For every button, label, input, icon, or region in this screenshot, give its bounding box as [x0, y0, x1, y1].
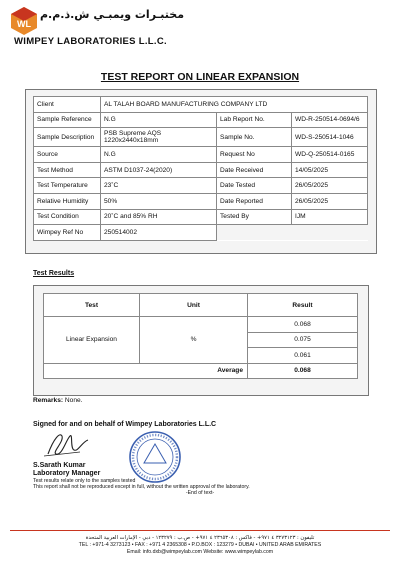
result-value: 0.075 [248, 332, 358, 348]
info-label: Sample Reference [34, 112, 101, 128]
remarks [33, 397, 83, 404]
footer-contact: TEL : +971-4 3273123 • FAX : +971 4 2365308 • P.O.BOX : 123279 • DUBAI • UNITED ARAB EMIRATES [78, 542, 322, 548]
info-label: Date Reported [217, 193, 292, 209]
table-row [34, 209, 368, 225]
table-row [34, 162, 368, 178]
wimpey-logo-icon [10, 6, 38, 36]
header-unit: Unit [140, 294, 248, 317]
info-label: Source [34, 147, 101, 163]
info-value [101, 128, 217, 147]
signed-on-behalf: Signed for and on behalf of Wimpey Laboratories L.L.C [33, 421, 217, 428]
remarks-label: Remarks: [33, 397, 64, 404]
test-name: Linear Expansion [44, 317, 140, 364]
info-value: 50% [101, 193, 217, 209]
info-value: WD-Q-250514-0165 [292, 147, 368, 163]
header-result: Result [248, 294, 358, 317]
info-value: 26/05/2025 [292, 193, 368, 209]
table-row [34, 147, 368, 163]
signatory-role: Laboratory Manager [33, 470, 101, 477]
sample-info-table [33, 96, 368, 241]
info-value: N.G [101, 147, 217, 163]
end-of-text: -End of text- [185, 490, 215, 496]
info-value: 250514002 [101, 225, 217, 241]
signatory [33, 462, 100, 478]
info-value: N.G [101, 112, 217, 128]
svg-text:WL: WL [17, 19, 31, 29]
report-notes [33, 478, 250, 491]
result-value: 0.068 [248, 317, 358, 333]
note-line: Test results relate only to the samples tested [33, 478, 136, 484]
info-label: Tested By [217, 209, 292, 225]
footer-divider [10, 530, 390, 531]
info-value: ASTM D1037-24(2020) [101, 162, 217, 178]
table-row [34, 178, 368, 194]
company-name-english: WIMPEY LABORATORIES L.L.C. [14, 36, 167, 47]
info-label: Request No [217, 147, 292, 163]
remarks-text: None. [64, 397, 83, 404]
info-label: Sample No. [217, 128, 292, 147]
info-label: Lab Report No. [217, 112, 292, 128]
info-label: Relative Humidity [34, 193, 101, 209]
info-value: IJM [292, 209, 368, 225]
client-label: Client [34, 97, 101, 113]
company-name-arabic: مختبـرات ويمبـي ش.ذ.م.م [40, 8, 185, 21]
info-value: 20˚C and 85% RH [101, 209, 217, 225]
info-label: Test Condition [34, 209, 101, 225]
empty-cell [217, 225, 368, 241]
table-row [34, 193, 368, 209]
table-header-row [44, 294, 358, 317]
header-test: Test [44, 294, 140, 317]
signatory-name: S.Sarath Kumar [33, 462, 86, 469]
footer-email-web: Email: info.dxb@wimpeylab.com Website: www.wimpeylab.com [126, 549, 274, 555]
test-unit: % [140, 317, 248, 364]
sample-description-line: PSB Supreme AQS [104, 130, 162, 138]
info-value: 23˚C [101, 178, 217, 194]
info-label: Date Tested [217, 178, 292, 194]
footer-arabic: تليفون : ٣٢٧٣١٢٣ ٤ ٩٧١+ - فاكس : ٢٣٦٥٣٠٨ ٤ ٩٧١+ - ص.ب : ١٢٣٢٧٩ - دبي - الإمارات العربية المتحدة [85, 535, 315, 541]
info-value: WD-R-250514-0694/6 [292, 112, 368, 128]
lab-stamp-icon [128, 430, 182, 484]
info-label: Wimpey Ref No [34, 225, 101, 241]
table-row [34, 112, 368, 128]
table-row [34, 225, 368, 241]
sample-description-line: 1220x2440x18mm [104, 137, 159, 145]
result-value: 0.061 [248, 348, 358, 364]
report-title: TEST REPORT ON LINEAR EXPANSION [100, 71, 300, 83]
table-row [34, 128, 368, 147]
test-results-heading: Test Results [33, 270, 75, 277]
average-value: 0.068 [248, 363, 358, 379]
average-label: Average [44, 363, 248, 379]
info-label: Test Method [34, 162, 101, 178]
info-label: Sample Description [34, 128, 101, 147]
info-value: 14/05/2025 [292, 162, 368, 178]
info-label: Test Temperature [34, 178, 101, 194]
note-line: This report shall not be reproduced except in full, without the written approval of the laboratory. [33, 484, 250, 491]
signature-icon [40, 428, 95, 460]
info-label: Date Received [217, 162, 292, 178]
average-row [44, 363, 358, 379]
client-value: AL TALAH BOARD MANUFACTURING COMPANY LTD [101, 97, 368, 113]
results-table [43, 293, 358, 379]
table-row [34, 97, 368, 113]
info-value: WD-S-250514-1046 [292, 128, 368, 147]
table-row [44, 317, 358, 333]
info-value: 26/05/2025 [292, 178, 368, 194]
